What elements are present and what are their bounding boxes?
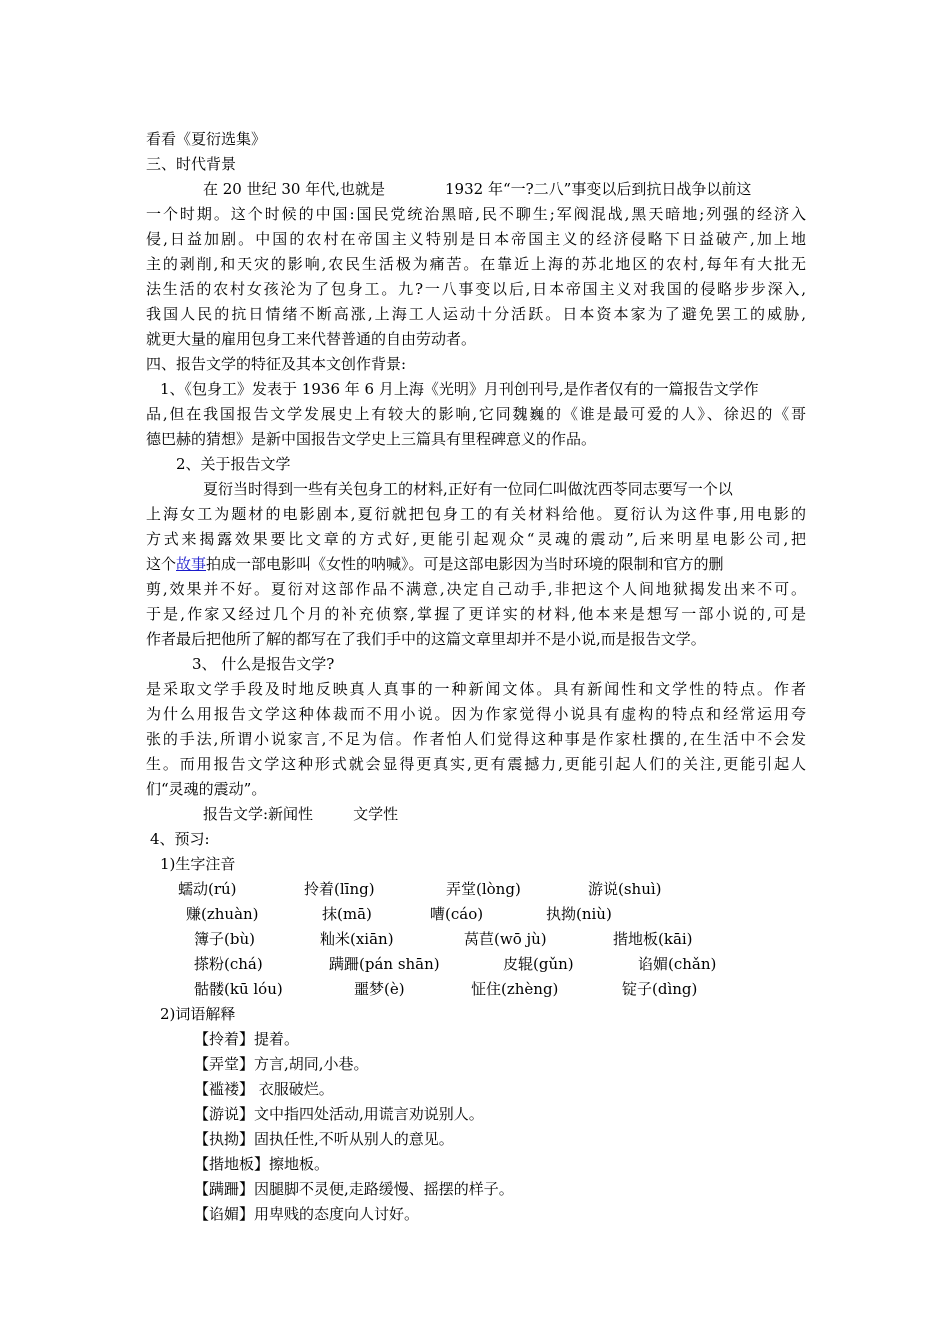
paragraph-line: 们“灵魂的震动”。 <box>146 780 267 798</box>
pinyin-item: 籼米(xiān) <box>320 930 394 948</box>
sub-heading: 2)词语解释 <box>160 1005 236 1023</box>
pinyin-item: 噩梦(è) <box>354 980 405 998</box>
pinyin-item: 锭子(dìng) <box>622 980 698 998</box>
paragraph-line: 是采取文学手段及时地反映真人真事的一种新闻文体。具有新闻性和文学性的特点。作者 <box>146 680 806 698</box>
pinyin-row <box>146 877 806 902</box>
paragraph-line: 于是,作家又经过几个月的补充侦察,掌握了更详实的材料,他本来是想写一部小说的,可是 <box>146 605 806 623</box>
story-link[interactable]: 故事 <box>176 555 207 573</box>
vocab-entry: 【执拗】固执任性,不听从别人的意见。 <box>194 1130 454 1148</box>
pinyin-item: 抹(mā) <box>322 905 372 923</box>
pinyin-item: 赚(zhuàn) <box>186 905 259 923</box>
pinyin-row <box>146 977 806 1002</box>
paragraph-line: 剪,效果并不好。夏衍对这部作品不满意,决定自己动手,非把这个人间地狱揭发出来不可。 <box>146 580 806 598</box>
paragraph-line: 为什么用报告文学这种体裁而不用小说。因为作家觉得小说具有虚构的特点和经常运用夸 <box>146 705 806 723</box>
section-heading: 三、时代背景 <box>146 155 237 173</box>
paragraph-line: 夏衍当时得到一些有关包身工的材料,正好有一位同仁叫做沈西苓同志要写一个以 <box>203 480 733 498</box>
paragraph-line: 作者最后把他所了解的都写在了我们手中的这篇文章里却并不是小说,而是报告文学。 <box>146 630 706 648</box>
vocab-entry: 【蹒跚】因腿脚不灵便,走路缓慢、摇摆的样子。 <box>194 1180 514 1198</box>
vocab-entry: 【游说】文中指四处活动,用谎言劝说别人。 <box>194 1105 484 1123</box>
vocab-entry: 【谄媚】用卑贱的态度向人讨好。 <box>194 1205 420 1223</box>
pinyin-item: 蠕动(rú) <box>178 880 237 898</box>
pinyin-item: 嘈(cáo) <box>430 905 484 923</box>
paragraph-line: 我国人民的抗日情绪不断高涨,上海工人运动十分活跃。日本资本家为了避免罢工的威胁, <box>146 305 806 323</box>
subsection-heading: 4、预习: <box>150 830 210 848</box>
pinyin-item: 皮辊(gǔn) <box>503 955 574 973</box>
paragraph-line: 生。而用报告文学这种形式就会显得更真实,更有震撼力,更能引起人们的关注,更能引起人 <box>146 755 806 773</box>
pinyin-item: 簿子(bù) <box>194 930 255 948</box>
section-heading: 四、报告文学的特征及其本文创作背景: <box>146 355 407 373</box>
pinyin-item: 骷髅(kū lóu) <box>194 980 283 998</box>
vocab-entry: 【拎着】提着。 <box>194 1030 300 1048</box>
pinyin-item: 搽粉(chá) <box>194 955 263 973</box>
paragraph-line: 侵,日益加剧。中国的农村在帝国主义特别是日本帝国主义的经济侵略下日益破产,加上地 <box>146 230 806 248</box>
paragraph-line: 品,但在我国报告文学发展史上有较大的影响,它同魏巍的《谁是最可爱的人》、徐迟的《哥 <box>146 405 806 423</box>
feature-line: 报告文学:新闻性 文学性 <box>203 805 399 823</box>
pinyin-item: 拎着(līng) <box>304 880 375 898</box>
vocab-entry: 【弄堂】方言,胡同,小巷。 <box>194 1055 369 1073</box>
pinyin-row <box>146 927 806 952</box>
pinyin-item: 谄媚(chǎn) <box>638 955 717 973</box>
paragraph-line: 1、《包身工》发表于 1936 年 6 月上海《光明》月刊创刊号,是作者仅有的一篇报告文学作 <box>160 380 759 398</box>
pinyin-item: 游说(shuì) <box>588 880 662 898</box>
paragraph-line: 这个故事拍成一部电影叫《女性的呐喊》。可是这部电影因为当时环境的限制和官方的删 <box>146 555 724 573</box>
subsection-heading: 3、 什么是报告文学? <box>192 655 335 673</box>
paragraph-line: 法生活的农村女孩沦为了包身工。九?一八事变以后,日本帝国主义对我国的侵略步步深入, <box>146 280 806 298</box>
paragraph-line: 方式来揭露效果要比文章的方式好,更能引起观众“灵魂的震动”,后来明星电影公司,把 <box>146 530 806 548</box>
sub-heading: 1)生字注音 <box>160 855 236 873</box>
pinyin-row <box>146 952 806 977</box>
paragraph-line: 张的手法,所谓小说家言,不足为信。作者怕人们觉得这种事是作家杜撰的,在生活中不会发 <box>146 730 806 748</box>
pinyin-item: 怔住(zhèng) <box>471 980 559 998</box>
paragraph-line: 就更大量的雇用包身工来代替普通的自由劳动者。 <box>146 330 477 348</box>
pinyin-item: 莴苣(wō jù) <box>464 930 547 948</box>
paragraph-line: 主的剥削,和天灾的影响,农民生活极为痛苦。在靠近上海的苏北地区的农村,每年有大批无 <box>146 255 806 273</box>
pinyin-item: 揩地板(kāi) <box>613 930 693 948</box>
subsection-heading: 2、关于报告文学 <box>176 455 291 473</box>
pinyin-item: 弄堂(lòng) <box>446 880 521 898</box>
vocab-entry: 【褴褛】 衣服破烂。 <box>194 1080 334 1098</box>
paragraph-line: 一个时期。这个时候的中国:国民党统治黑暗,民不聊生;军阀混战,黑天暗地;列强的经济入 <box>146 205 806 223</box>
paragraph-line: 上海女工为题材的电影剧本,夏衍就把包身工的有关材料给他。夏衍认为这件事,用电影的 <box>146 505 806 523</box>
pinyin-item: 蹒跚(pán shān) <box>329 955 440 973</box>
reading-note: 看看《夏衍选集》 <box>146 130 267 148</box>
paragraph-line: 德巴赫的猜想》是新中国报告文学史上三篇具有里程碑意义的作品。 <box>146 430 597 448</box>
pinyin-row <box>146 902 806 927</box>
vocab-entry: 【揩地板】擦地板。 <box>194 1155 330 1173</box>
paragraph-line: 在 20 世纪 30 年代,也就是 1932 年“一?二八”事变以后到抗日战争以前这 <box>203 180 752 198</box>
document-page <box>146 127 806 1227</box>
pinyin-item: 执拗(niù) <box>546 905 612 923</box>
